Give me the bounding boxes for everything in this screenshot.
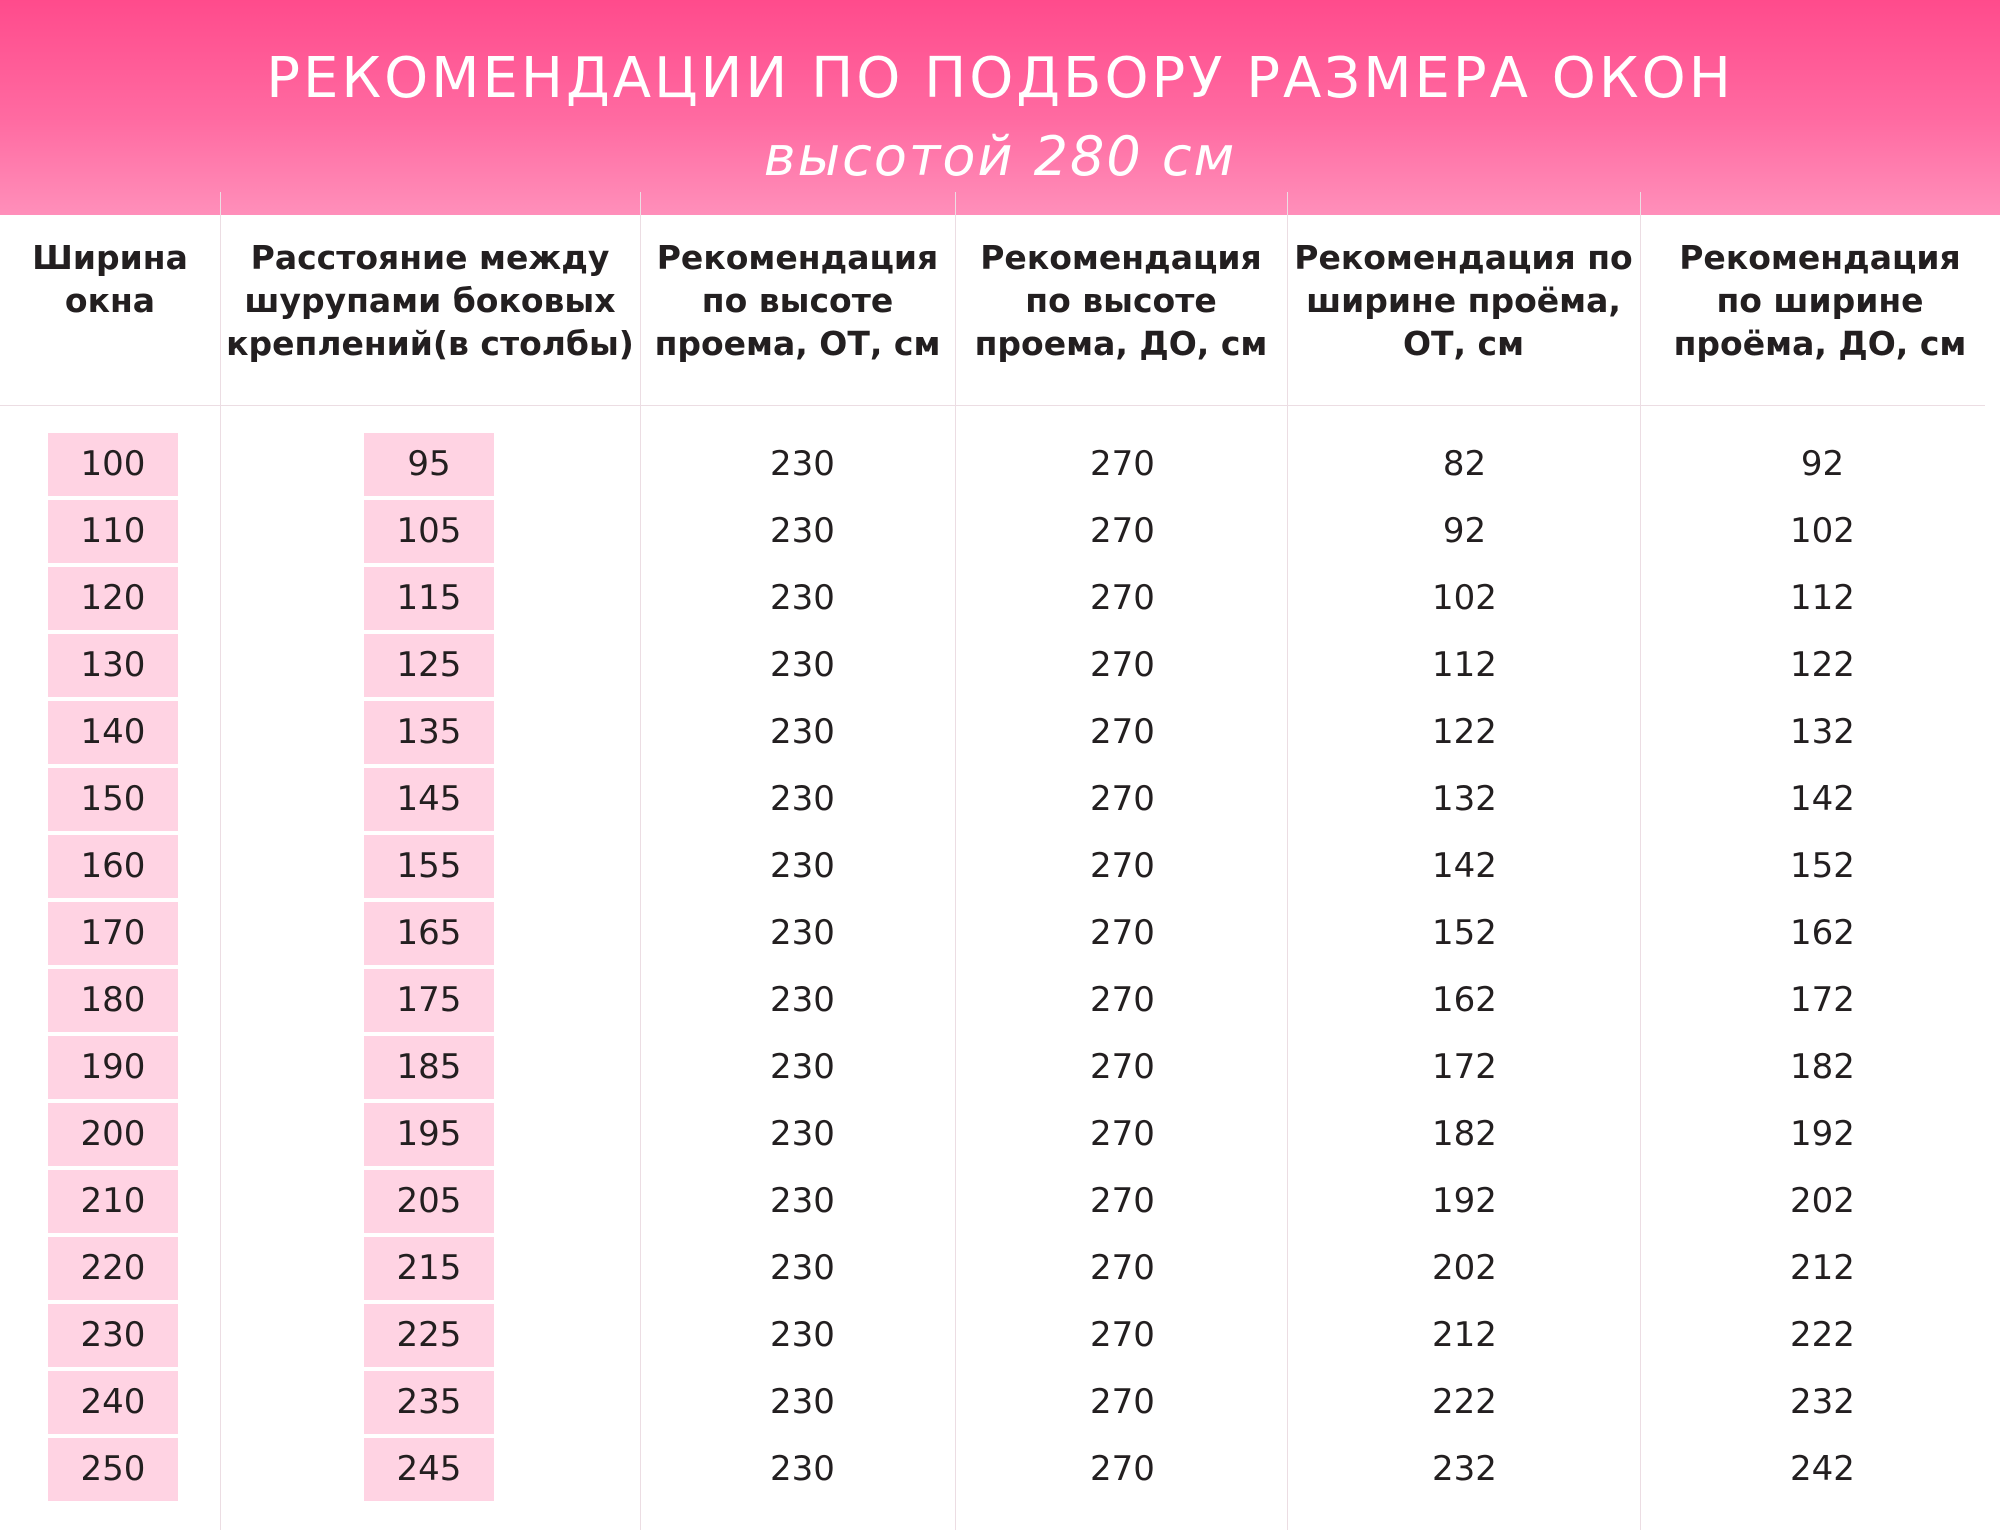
- cell-height-from: 230: [770, 511, 835, 551]
- cell-height-to: 270: [1090, 1248, 1155, 1288]
- header-line: Расстояние между: [250, 238, 610, 277]
- cell-width-to: 232: [1790, 1382, 1855, 1422]
- cell-window-width: 130: [48, 634, 178, 697]
- cell-height-to: 270: [1090, 779, 1155, 819]
- cell-width-from: 172: [1432, 1047, 1497, 1087]
- table-row: [0, 1170, 2000, 1237]
- column-header-window-width: [0, 236, 220, 322]
- cell-screw-distance: 135: [364, 701, 494, 764]
- header-line: по высоте: [701, 281, 894, 320]
- cell-screw-distance: 185: [364, 1036, 494, 1099]
- cell-height-to: 270: [1090, 980, 1155, 1020]
- cell-window-width: 150: [48, 768, 178, 831]
- cell-height-to: 270: [1090, 645, 1155, 685]
- cell-width-to: 172: [1790, 980, 1855, 1020]
- cell-screw-distance: 155: [364, 835, 494, 898]
- cell-window-width: 250: [48, 1438, 178, 1501]
- header-line: проема, ДО, см: [974, 324, 1268, 363]
- cell-screw-distance: 105: [364, 500, 494, 563]
- column-header-width-from: [1287, 236, 1640, 365]
- cell-screw-distance: 175: [364, 969, 494, 1032]
- column-header-height-to: [955, 236, 1287, 365]
- header-banner: [0, 0, 2000, 215]
- header-line: ширине проёма,: [1306, 281, 1621, 320]
- cell-width-from: 222: [1432, 1382, 1497, 1422]
- cell-width-from: 162: [1432, 980, 1497, 1020]
- header-line: Рекомендация: [1679, 238, 1961, 277]
- header-line: шурупами боковых: [244, 281, 616, 320]
- header-line: по высоте: [1025, 281, 1217, 320]
- cell-width-to: 142: [1790, 779, 1855, 819]
- cell-window-width: 230: [48, 1304, 178, 1367]
- table-row: [0, 1103, 2000, 1170]
- cell-width-from: 112: [1432, 645, 1497, 685]
- cell-window-width: 240: [48, 1371, 178, 1434]
- cell-width-from: 192: [1432, 1181, 1497, 1221]
- cell-height-to: 270: [1090, 1047, 1155, 1087]
- cell-height-to: 270: [1090, 444, 1155, 484]
- header-line: креплений(в столбы): [226, 324, 634, 363]
- cell-height-to: 270: [1090, 1449, 1155, 1489]
- cell-window-width: 160: [48, 835, 178, 898]
- table-row: [0, 701, 2000, 768]
- cell-width-from: 92: [1442, 511, 1487, 551]
- cell-width-to: 152: [1790, 846, 1855, 886]
- cell-height-to: 270: [1090, 846, 1155, 886]
- cell-height-to: 270: [1090, 1382, 1155, 1422]
- cell-height-from: 230: [770, 444, 835, 484]
- cell-screw-distance: 125: [364, 634, 494, 697]
- cell-height-from: 230: [770, 1248, 835, 1288]
- cell-window-width: 120: [48, 567, 178, 630]
- cell-width-to: 182: [1790, 1047, 1855, 1087]
- cell-height-from: 230: [770, 779, 835, 819]
- cell-screw-distance: 235: [364, 1371, 494, 1434]
- cell-screw-distance: 95: [364, 433, 494, 496]
- header-line: Рекомендация: [980, 238, 1262, 277]
- cell-window-width: 200: [48, 1103, 178, 1166]
- cell-width-to: 222: [1790, 1315, 1855, 1355]
- cell-width-from: 142: [1432, 846, 1497, 886]
- cell-height-from: 230: [770, 1315, 835, 1355]
- cell-screw-distance: 165: [364, 902, 494, 965]
- cell-width-from: 132: [1432, 779, 1497, 819]
- header-divider: [0, 405, 1985, 406]
- cell-height-to: 270: [1090, 1315, 1155, 1355]
- cell-width-from: 182: [1432, 1114, 1497, 1154]
- header-line: Рекомендация: [656, 238, 939, 277]
- column-header-screw-distance: [220, 236, 640, 365]
- column-header-width-to: [1640, 236, 2000, 365]
- table-body: [0, 433, 2000, 1505]
- cell-width-to: 192: [1790, 1114, 1855, 1154]
- header-line: по ширине: [1716, 281, 1924, 320]
- cell-screw-distance: 205: [364, 1170, 494, 1233]
- cell-width-from: 212: [1432, 1315, 1497, 1355]
- cell-window-width: 190: [48, 1036, 178, 1099]
- table-row: [0, 1438, 2000, 1505]
- header-line: окна: [64, 281, 156, 320]
- table-row: [0, 1304, 2000, 1371]
- cell-height-from: 230: [770, 1114, 835, 1154]
- cell-height-from: 230: [770, 846, 835, 886]
- cell-window-width: 170: [48, 902, 178, 965]
- cell-height-to: 270: [1090, 578, 1155, 618]
- cell-screw-distance: 225: [364, 1304, 494, 1367]
- header-line: Рекомендация по: [1294, 238, 1633, 277]
- cell-width-from: 102: [1432, 578, 1497, 618]
- cell-width-to: 112: [1790, 578, 1855, 618]
- cell-height-to: 270: [1090, 913, 1155, 953]
- cell-screw-distance: 215: [364, 1237, 494, 1300]
- cell-width-to: 162: [1790, 913, 1855, 953]
- cell-screw-distance: 245: [364, 1438, 494, 1501]
- cell-height-to: 270: [1090, 1181, 1155, 1221]
- cell-width-from: 232: [1432, 1449, 1497, 1489]
- table-row: [0, 969, 2000, 1036]
- table-row: [0, 835, 2000, 902]
- cell-height-from: 230: [770, 1382, 835, 1422]
- cell-screw-distance: 195: [364, 1103, 494, 1166]
- table-row: [0, 768, 2000, 835]
- cell-width-from: 82: [1442, 444, 1487, 484]
- cell-width-to: 132: [1790, 712, 1855, 752]
- header-line: проёма, ДО, см: [1673, 324, 1967, 363]
- table-row: [0, 902, 2000, 969]
- cell-window-width: 100: [48, 433, 178, 496]
- cell-width-to: 212: [1790, 1248, 1855, 1288]
- cell-width-from: 202: [1432, 1248, 1497, 1288]
- table-row: [0, 567, 2000, 634]
- table-row: [0, 1036, 2000, 1103]
- cell-height-to: 270: [1090, 1114, 1155, 1154]
- cell-screw-distance: 115: [364, 567, 494, 630]
- table-row: [0, 1371, 2000, 1438]
- cell-height-from: 230: [770, 1181, 835, 1221]
- cell-height-to: 270: [1090, 712, 1155, 752]
- header-line: ОТ, см: [1402, 324, 1525, 363]
- page-title: РЕКОМЕНДАЦИИ ПО ПОДБОРУ РАЗМЕРА ОКОН: [266, 46, 1734, 111]
- cell-window-width: 110: [48, 500, 178, 563]
- cell-width-to: 122: [1790, 645, 1855, 685]
- cell-width-from: 122: [1432, 712, 1497, 752]
- cell-height-from: 230: [770, 980, 835, 1020]
- table-row: [0, 1237, 2000, 1304]
- cell-height-from: 230: [770, 645, 835, 685]
- column-header-height-from: [640, 236, 955, 365]
- cell-window-width: 220: [48, 1237, 178, 1300]
- cell-height-from: 230: [770, 1047, 835, 1087]
- cell-height-from: 230: [770, 913, 835, 953]
- header-line: Ширина: [32, 238, 188, 277]
- cell-window-width: 140: [48, 701, 178, 764]
- cell-height-from: 230: [770, 578, 835, 618]
- page-subtitle: высотой 280 см: [763, 125, 1237, 188]
- cell-width-to: 92: [1800, 444, 1845, 484]
- cell-screw-distance: 145: [364, 768, 494, 831]
- cell-width-to: 202: [1790, 1181, 1855, 1221]
- cell-window-width: 180: [48, 969, 178, 1032]
- table-row: [0, 634, 2000, 701]
- cell-height-from: 230: [770, 1449, 835, 1489]
- cell-window-width: 210: [48, 1170, 178, 1233]
- table-row: [0, 433, 2000, 500]
- cell-width-from: 152: [1432, 913, 1497, 953]
- cell-width-to: 242: [1790, 1449, 1855, 1489]
- cell-height-from: 230: [770, 712, 835, 752]
- header-line: проема, ОТ, см: [654, 324, 941, 363]
- table-row: [0, 500, 2000, 567]
- cell-height-to: 270: [1090, 511, 1155, 551]
- cell-width-to: 102: [1790, 511, 1855, 551]
